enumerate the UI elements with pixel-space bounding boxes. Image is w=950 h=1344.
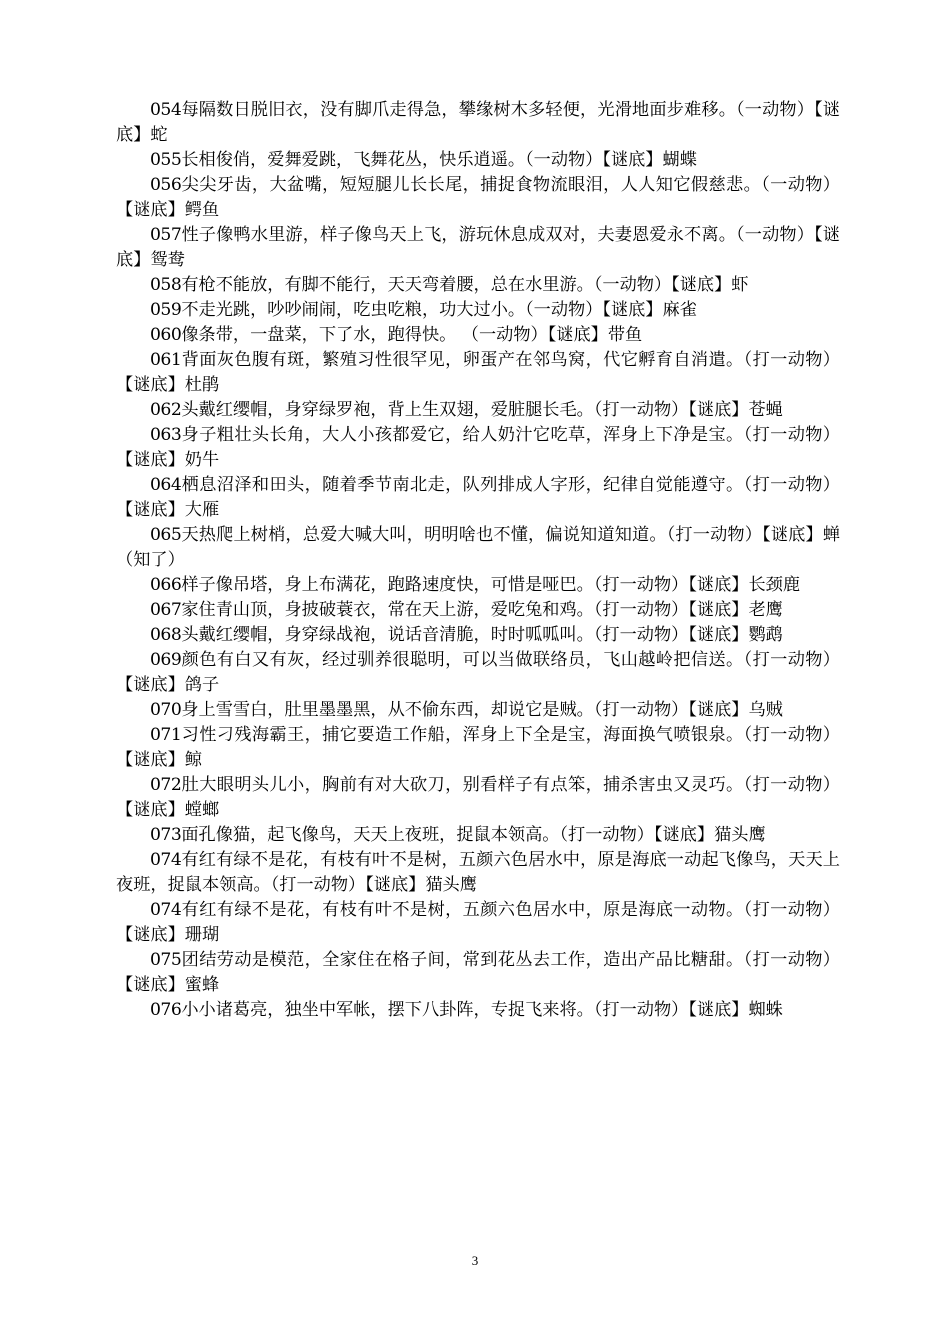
riddle-item (116, 298, 840, 323)
riddle-text: 尖尖牙齿，大盆嘴，短短腿儿长长尾，捕捉食物流眼泪，人人知它假慈悲。（一动物）【谜底】鳄鱼 (116, 175, 840, 220)
riddle-number: 065 (150, 525, 182, 545)
riddle-item (116, 423, 840, 473)
riddle-number: 068 (150, 625, 182, 645)
riddle-item (116, 623, 840, 648)
riddle-text: 不走光跳，吵吵闹闹，吃虫吃粮，功大过小。（一动物）【谜底】麻雀 (181, 300, 697, 320)
riddle-item (116, 698, 840, 723)
riddle-item (116, 273, 840, 298)
riddle-number: 061 (150, 350, 182, 370)
riddle-text: 头戴红缨帽，身穿绿罗袍，背上生双翅，爱脏腿长毛。（打一动物）【谜底】苍蝇 (181, 400, 783, 420)
riddle-text: 长相俊俏，爱舞爱跳，飞舞花丛，快乐逍遥。（一动物）【谜底】蝴蝶 (181, 150, 697, 170)
riddle-number: 054 (150, 100, 182, 120)
riddle-item (116, 398, 840, 423)
riddle-number: 072 (150, 775, 182, 795)
riddle-text: 身上雪雪白，肚里墨墨黑，从不偷东西，却说它是贼。（打一动物）【谜底】乌贼 (181, 700, 783, 720)
riddle-number: 059 (150, 300, 182, 320)
riddle-item (116, 223, 840, 273)
riddle-text: 栖息沼泽和田头，随着季节南北走，队列排成人字形，纪律自觉能遵守。（打一动物）【谜底】大雁 (116, 475, 840, 520)
riddle-number: 064 (150, 475, 182, 495)
riddle-item (116, 723, 840, 773)
riddle-item (116, 348, 840, 398)
riddle-number: 063 (150, 425, 182, 445)
riddle-item (116, 848, 840, 898)
riddle-text: 像条带，一盘菜，下了水，跑得快。 （一动物）【谜底】带鱼 (181, 325, 643, 345)
riddle-text: 天热爬上树梢，总爱大喊大叫，明明啥也不懂，偏说知道知道。（打一动物）【谜底】蝉（知了） (116, 525, 840, 570)
riddle-number: 069 (150, 650, 182, 670)
riddle-number: 071 (150, 725, 182, 745)
riddle-text: 小小诸葛亮，独坐中军帐，摆下八卦阵，专捉飞来将。（打一动物）【谜底】蜘蛛 (181, 1000, 783, 1020)
riddle-number: 070 (150, 700, 182, 720)
riddle-item (116, 823, 840, 848)
riddle-text: 习性刁残海霸王，捕它要造工作船，浑身上下全是宝，海面换气喷银泉。（打一动物）【谜底】鲸 (116, 725, 840, 770)
riddle-number: 073 (150, 825, 182, 845)
riddle-item (116, 323, 840, 348)
riddle-text: 头戴红缨帽，身穿绿战袍，说话音清脆，时时呱呱叫。（打一动物）【谜底】鹦鹉 (181, 625, 783, 645)
riddle-item (116, 148, 840, 173)
riddle-number: 057 (150, 225, 182, 245)
riddle-item (116, 948, 840, 998)
riddle-text: 样子像吊塔，身上布满花，跑路速度快，可惜是哑巴。（打一动物）【谜底】长颈鹿 (181, 575, 801, 595)
riddle-number: 067 (150, 600, 182, 620)
riddle-text: 肚大眼明头儿小，胸前有对大砍刀，别看样子有点笨，捕杀害虫又灵巧。（打一动物）【谜底】螳螂 (116, 775, 840, 820)
riddle-item (116, 648, 840, 698)
riddle-number: 060 (150, 325, 182, 345)
riddle-number: 062 (150, 400, 182, 420)
riddle-item (116, 523, 840, 573)
riddle-number: 055 (150, 150, 182, 170)
riddle-text: 有红有绿不是花，有枝有叶不是树，五颜六色居水中，原是海底一动物。（打一动物）【谜底】珊瑚 (116, 900, 840, 945)
riddle-number: 074 (150, 850, 182, 870)
riddle-item (116, 173, 840, 223)
riddle-item (116, 573, 840, 598)
riddle-text: 家住青山顶，身披破蓑衣，常在天上游，爱吃兔和鸡。（打一动物）【谜底】老鹰 (181, 600, 783, 620)
riddle-text: 团结劳动是模范，全家住在格子间，常到花丛去工作，造出产品比糖甜。（打一动物）【谜底】蜜蜂 (116, 950, 840, 995)
riddle-text: 每隔数日脱旧衣，没有脚爪走得急，攀缘树木多轻便，光滑地面步难移。（一动物）【谜底】蛇 (116, 100, 840, 145)
riddle-item (116, 898, 840, 948)
riddle-text: 背面灰色腹有斑，繁殖习性很罕见，卵蛋产在邻鸟窝，代它孵育自消遣。（打一动物）【谜底】杜鹃 (116, 350, 840, 395)
riddle-text: 颜色有白又有灰，经过驯养很聪明，可以当做联络员，飞山越岭把信送。（打一动物）【谜底】鸽子 (116, 650, 840, 695)
riddle-text: 性子像鸭水里游，样子像鸟天上飞，游玩休息成双对，夫妻恩爱永不离。（一动物）【谜底】鸳鸯 (116, 225, 840, 270)
riddle-item (116, 598, 840, 623)
riddle-item (116, 98, 840, 148)
riddle-text: 面孔像猫，起飞像鸟，天天上夜班，捉鼠本领高。（打一动物）【谜底】猫头鹰 (181, 825, 766, 845)
riddle-item (116, 773, 840, 823)
riddle-text: 有红有绿不是花，有枝有叶不是树，五颜六色居水中，原是海底一动起飞像鸟，天天上夜班，捉鼠本领高。（打一动物）【谜底】猫头鹰 (116, 850, 840, 895)
riddle-list (116, 98, 840, 1023)
riddle-number: 076 (150, 1000, 182, 1020)
riddle-number: 058 (150, 275, 182, 295)
riddle-number: 075 (150, 950, 182, 970)
riddle-number: 056 (150, 175, 182, 195)
riddle-number: 074 (150, 900, 182, 920)
riddle-number: 066 (150, 575, 182, 595)
page-number: 3 (471, 1253, 479, 1268)
riddle-item (116, 473, 840, 523)
riddle-item (116, 998, 840, 1023)
riddle-text: 身子粗壮头长角，大人小孩都爱它，给人奶汁它吃草，浑身上下净是宝。（打一动物）【谜底】奶牛 (116, 425, 840, 470)
riddle-text: 有枪不能放，有脚不能行，天天弯着腰，总在水里游。（一动物）【谜底】虾 (181, 275, 749, 295)
